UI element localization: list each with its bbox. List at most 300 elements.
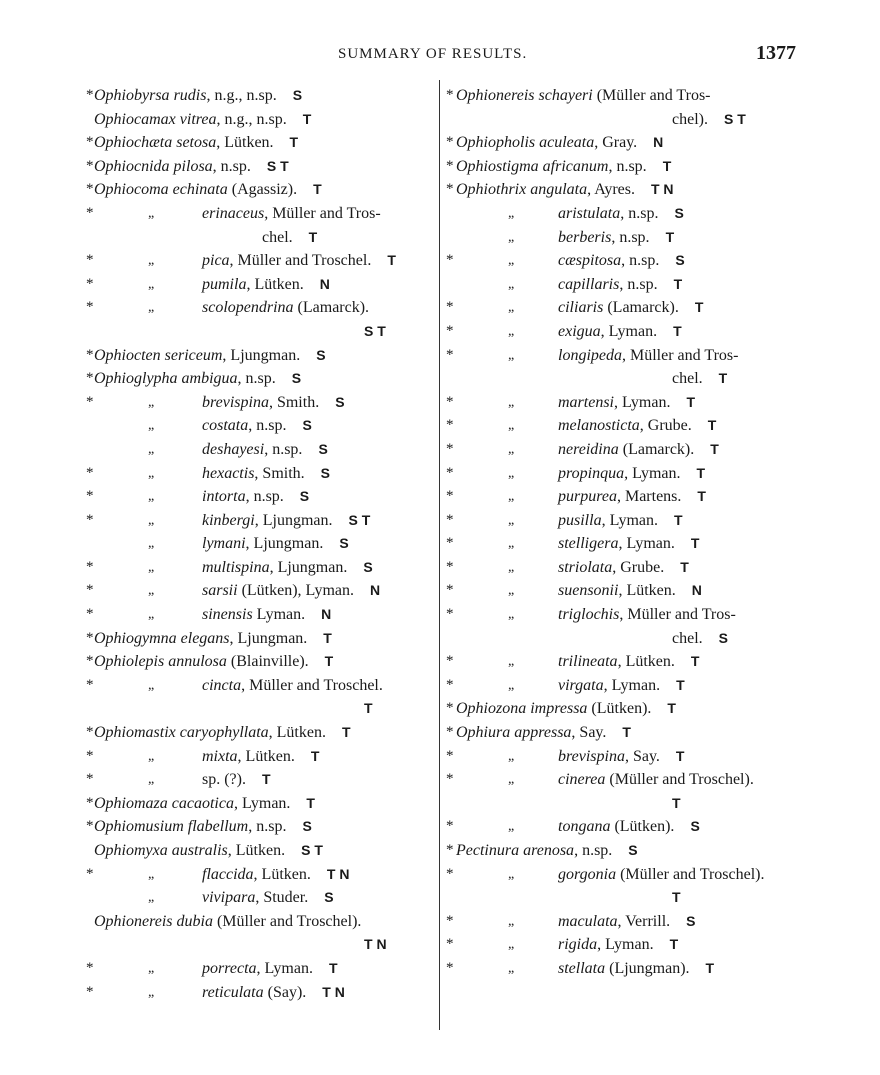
continuation-word: chel). — [672, 110, 708, 128]
ditto-mark: „ — [508, 937, 515, 953]
species-name: sarsii — [202, 582, 238, 600]
marker-asterisk: * — [446, 936, 454, 953]
ditto-mark: „ — [148, 984, 155, 1000]
authority-text: (Lamarck). — [618, 440, 695, 458]
authority-text: , n.sp. — [248, 818, 287, 836]
species-entry — [94, 627, 332, 651]
list-item — [86, 462, 434, 486]
authority-text: , Lyman. — [624, 464, 681, 482]
marker-asterisk: * — [446, 346, 454, 363]
list-item — [86, 320, 434, 344]
distribution-code: T — [308, 228, 318, 245]
right-column — [446, 84, 796, 981]
genus-name: Ophiochæta — [94, 134, 173, 152]
marker-asterisk: * — [86, 676, 94, 693]
ditto-mark: „ — [508, 300, 515, 316]
marker-asterisk: * — [446, 181, 454, 198]
distribution-code: S T — [723, 110, 746, 127]
authority-text: , n.sp. — [237, 370, 276, 388]
ditto-mark: „ — [148, 890, 155, 906]
list-item — [446, 957, 796, 981]
species-name: multispina — [202, 558, 270, 576]
continuation-text — [262, 226, 317, 250]
marker-asterisk: * — [86, 818, 94, 835]
species-entry — [558, 249, 685, 273]
list-item — [446, 155, 796, 179]
authority-text: (Müller and Troschel). — [212, 912, 362, 930]
distribution-code: S — [690, 818, 700, 835]
genus-name: Ophiocnida — [94, 157, 170, 175]
list-item — [446, 603, 796, 627]
ditto-mark: „ — [508, 465, 515, 481]
species-name: arenosa — [523, 842, 575, 859]
marker-asterisk: * — [446, 511, 454, 528]
marker-asterisk: * — [86, 464, 94, 481]
distribution-code: T — [707, 417, 717, 434]
distribution-code: T — [697, 488, 706, 505]
marker-asterisk: * — [446, 440, 454, 457]
species-entry — [94, 815, 312, 839]
list-item — [86, 344, 434, 368]
species-name: impressa — [530, 700, 588, 718]
ditto-mark: „ — [508, 677, 515, 693]
authority-text: (Say). — [263, 983, 307, 1001]
list-item — [446, 273, 796, 297]
species-name: flabellum — [187, 818, 249, 836]
distribution-code: T — [680, 558, 689, 575]
list-item — [86, 226, 434, 250]
list-item — [86, 296, 434, 320]
species-name: costata — [202, 417, 249, 435]
distribution-code: S — [302, 818, 312, 835]
authority-text: , Lyman. — [600, 322, 658, 340]
list-item — [86, 556, 434, 580]
marker-asterisk: * — [446, 558, 454, 575]
species-entry — [558, 650, 699, 674]
species-entry — [94, 84, 302, 108]
genus-name: Pectinura — [456, 842, 520, 859]
species-name: intorta — [202, 488, 246, 506]
species-entry — [202, 863, 349, 887]
species-name: echinata — [172, 181, 228, 199]
marker-asterisk: * — [446, 912, 454, 929]
species-entry — [558, 509, 683, 533]
species-entry — [94, 792, 315, 816]
species-entry — [558, 414, 716, 438]
list-item — [446, 84, 796, 108]
distribution-code: T — [694, 299, 704, 316]
species-name: pusilla — [558, 511, 602, 529]
authority-text: , Lyman. — [601, 511, 658, 529]
distribution-code: S — [302, 417, 312, 434]
marker-asterisk: * — [446, 676, 454, 693]
distribution-code: S T — [301, 842, 323, 858]
species-name: cacaotica — [171, 794, 234, 812]
species-name: stelligera — [558, 535, 619, 553]
authority-text: , Ljungman. — [245, 535, 324, 553]
species-name: trilineata — [558, 653, 618, 671]
authority-text: (Lütken). — [610, 818, 675, 836]
ditto-mark: „ — [508, 229, 515, 245]
list-item — [86, 957, 434, 981]
species-name: elegans — [180, 629, 230, 647]
distribution-code: T — [302, 110, 312, 127]
genus-name: Ophiopholis — [456, 134, 536, 152]
authority-text: , Müller and Tros- — [264, 204, 381, 222]
marker-asterisk: * — [446, 700, 454, 717]
distribution-code: T N — [364, 936, 387, 953]
list-item — [446, 556, 796, 580]
authority-text: , Lyman. — [233, 794, 291, 812]
marker-asterisk: * — [86, 959, 94, 976]
distribution-code: T — [667, 700, 676, 717]
species-name: exigua — [558, 322, 601, 340]
marker-asterisk: * — [86, 582, 94, 599]
species-name: pumila — [202, 275, 247, 293]
continuation-text — [672, 108, 746, 132]
list-item — [86, 674, 434, 698]
species-name: setosa — [176, 134, 217, 152]
marker-asterisk: * — [86, 87, 94, 103]
marker-asterisk: * — [446, 771, 454, 788]
marker-asterisk: * — [86, 275, 94, 292]
species-name: triglochis — [558, 606, 620, 624]
ditto-mark: „ — [148, 276, 155, 292]
species-entry — [202, 745, 319, 769]
ditto-mark: „ — [508, 819, 515, 835]
page-number: 1377 — [756, 42, 796, 64]
genus-name: Ophiobyrsa — [94, 87, 170, 104]
genus-name: Ophiolepis — [94, 653, 165, 671]
species-entry — [558, 910, 695, 934]
list-item — [446, 532, 796, 556]
distribution-code: S — [718, 629, 728, 646]
marker-asterisk: * — [86, 181, 94, 198]
marker-asterisk: * — [446, 818, 454, 835]
species-entry — [558, 933, 678, 957]
marker-asterisk: * — [86, 134, 94, 151]
marker-asterisk: * — [446, 157, 454, 174]
species-entry — [202, 556, 373, 580]
list-item — [446, 697, 796, 721]
marker-asterisk: * — [446, 959, 454, 976]
genus-name: Ophiozona — [456, 700, 527, 718]
authority-text: (Agassiz). — [227, 181, 298, 199]
species-entry — [202, 485, 309, 509]
distribution-code: T — [328, 959, 338, 976]
distribution-code: N — [691, 582, 702, 599]
species-entry — [558, 745, 684, 769]
distribution-code: T — [710, 440, 719, 457]
authority-text: , n.g., n.sp. — [206, 87, 277, 104]
authority-text: , Lütken. — [618, 582, 676, 600]
authority-text: , n.sp. — [248, 417, 287, 435]
distribution-code: S — [291, 370, 302, 387]
authority-text: (Ljungman). — [605, 959, 690, 977]
marker-asterisk: * — [446, 535, 454, 552]
list-item — [446, 509, 796, 533]
list-item — [446, 131, 796, 155]
marker-asterisk: * — [86, 771, 94, 788]
authority-text: Lyman. — [252, 606, 306, 624]
species-entry — [94, 108, 311, 132]
species-name: ambigua — [181, 370, 238, 388]
authority-text: (Müller and Tros- — [592, 87, 711, 104]
species-name: maculata — [558, 912, 618, 930]
species-entry — [456, 721, 631, 745]
species-name: kinbergi — [202, 511, 255, 529]
list-item — [446, 579, 796, 603]
authority-text: , Müller and Troschel. — [229, 252, 372, 270]
ditto-mark: „ — [148, 677, 155, 693]
distribution-code: T N — [322, 983, 345, 1000]
species-entry — [94, 910, 361, 934]
authority-text: , Lyman. — [256, 959, 313, 977]
list-item — [446, 226, 796, 250]
distribution-code: N — [370, 582, 381, 599]
species-entry — [558, 320, 682, 344]
authority-text: , Lütken. — [216, 134, 274, 152]
genus-name: Ophiomusium — [94, 818, 184, 836]
marker-asterisk: * — [86, 983, 94, 1000]
authority-text: , n.sp. — [620, 204, 659, 222]
marker-asterisk: * — [446, 252, 454, 269]
genus-name: Ophiocamax — [94, 110, 176, 128]
authority-text: , Lütken. — [227, 842, 286, 859]
authority-text: , Lütken. — [268, 724, 326, 742]
authority-text: , n.sp. — [621, 252, 660, 270]
marker-asterisk: * — [446, 488, 454, 505]
species-name: annulosa — [168, 653, 227, 671]
ditto-mark: „ — [508, 866, 515, 882]
marker-asterisk: * — [446, 417, 454, 434]
genus-name: Ophioglypha — [94, 370, 178, 388]
distribution-code: S — [318, 440, 328, 457]
distribution-code: T — [696, 464, 706, 481]
marker-asterisk: * — [446, 464, 454, 481]
ditto-mark: „ — [148, 489, 155, 505]
species-entry — [202, 957, 338, 981]
marker-asterisk: * — [86, 157, 94, 174]
marker-asterisk: * — [446, 653, 454, 670]
list-item — [446, 745, 796, 769]
ditto-mark: „ — [148, 512, 155, 528]
authority-text: , n.sp. — [212, 157, 251, 175]
marker-asterisk: * — [446, 393, 454, 410]
species-entry — [456, 155, 671, 179]
distribution-code: T — [622, 724, 631, 741]
species-name: purpurea — [558, 488, 617, 506]
continuation-word: chel. — [672, 370, 703, 388]
ditto-mark: „ — [148, 960, 155, 976]
species-name: mixta — [202, 747, 238, 765]
ditto-mark: „ — [148, 300, 155, 316]
distribution-code: T — [289, 134, 299, 151]
list-item — [446, 792, 796, 816]
species-entry — [558, 296, 703, 320]
ditto-mark: „ — [508, 394, 515, 410]
authority-text: (Blainville). — [226, 653, 309, 671]
list-item — [86, 367, 434, 391]
marker-asterisk: * — [446, 606, 454, 623]
species-entry — [558, 863, 765, 887]
column-divider — [439, 80, 440, 1030]
list-item — [446, 627, 796, 651]
species-entry — [202, 296, 369, 320]
ditto-mark: „ — [508, 253, 515, 269]
list-item — [446, 768, 796, 792]
species-entry — [202, 462, 330, 486]
authority-text: , Ayres. — [587, 181, 635, 199]
species-entry — [94, 155, 289, 179]
species-name: aristulata — [558, 204, 621, 222]
species-entry — [558, 674, 685, 698]
ditto-mark: „ — [148, 394, 155, 410]
continuation-word: chel. — [672, 629, 703, 647]
species-name: angulata — [530, 181, 588, 199]
distribution-code: T — [261, 771, 271, 788]
distribution-code: S — [675, 252, 685, 269]
species-entry — [94, 650, 333, 674]
species-entry — [94, 131, 298, 155]
species-entry — [202, 509, 370, 533]
authority-text: , Müller and Tros- — [619, 606, 736, 624]
list-item — [446, 414, 796, 438]
list-item — [446, 839, 796, 863]
authority-text: (Lütken). — [587, 700, 652, 718]
authority-text: , Lyman. — [603, 676, 661, 694]
distribution-code: S — [320, 464, 330, 481]
species-name: gorgonia — [558, 865, 617, 883]
distribution-code: T — [669, 936, 679, 953]
list-item — [86, 178, 434, 202]
ditto-mark: „ — [508, 441, 515, 457]
ditto-mark: „ — [148, 536, 155, 552]
distribution-code: T — [673, 275, 683, 292]
marker-asterisk: * — [86, 724, 94, 741]
species-name: nereidina — [558, 440, 619, 458]
species-name: sericeum — [164, 346, 223, 364]
list-item — [446, 933, 796, 957]
distribution-code: S — [339, 535, 349, 552]
species-name: rudis — [173, 87, 207, 104]
distribution-code: T — [672, 794, 681, 811]
list-item — [86, 603, 434, 627]
list-item — [86, 391, 434, 415]
ditto-mark: „ — [508, 559, 515, 575]
distribution-code: T N — [326, 865, 350, 882]
authority-text: , Ljungman. — [254, 511, 333, 529]
species-entry — [202, 249, 396, 273]
ditto-mark: „ — [148, 607, 155, 623]
page-header — [0, 40, 880, 70]
distribution-code: T — [387, 252, 396, 269]
species-entry — [202, 202, 381, 226]
list-item — [86, 792, 434, 816]
species-entry — [558, 462, 705, 486]
list-item — [86, 745, 434, 769]
ditto-mark: „ — [148, 465, 155, 481]
authority-text: , Verrill. — [617, 912, 671, 930]
distribution-code: S — [335, 393, 345, 410]
species-entry — [558, 556, 689, 580]
continuation-text — [672, 627, 728, 651]
ditto-mark: „ — [508, 205, 515, 221]
marker-asterisk: * — [446, 842, 454, 858]
species-name: porrecta — [202, 959, 257, 977]
distribution-code: N — [321, 606, 332, 623]
list-item — [446, 886, 796, 910]
distribution-code: T — [718, 370, 728, 387]
species-name: dubia — [176, 912, 213, 930]
authority-text: , Müller and Tros- — [622, 346, 739, 364]
marker-asterisk: * — [446, 865, 454, 882]
species-entry — [456, 178, 674, 202]
species-entry — [202, 414, 312, 438]
continuation-word: chel. — [262, 228, 293, 246]
list-item — [446, 108, 796, 132]
marker-asterisk: * — [86, 558, 94, 575]
authority-text: , n.sp. — [574, 842, 613, 859]
distribution-code: T — [673, 322, 682, 339]
marker-asterisk: * — [86, 606, 94, 623]
marker-asterisk: * — [446, 87, 454, 103]
ditto-mark: „ — [148, 748, 155, 764]
list-item — [446, 721, 796, 745]
distribution-code: T — [705, 959, 715, 976]
distribution-code: N — [319, 275, 330, 292]
species-name: longipeda — [558, 346, 622, 364]
species-name: tongana — [558, 818, 611, 836]
species-name: berberis — [558, 228, 612, 246]
species-name: martensi — [558, 393, 614, 411]
distribution-code: S — [292, 87, 303, 103]
ditto-mark: „ — [508, 512, 515, 528]
marker-asterisk: * — [446, 747, 454, 764]
marker-asterisk: * — [446, 299, 454, 316]
species-entry — [456, 131, 663, 155]
ditto-mark: „ — [148, 418, 155, 434]
ditto-mark: „ — [508, 960, 515, 976]
authority-text: , Lütken. — [253, 865, 311, 883]
list-item — [446, 202, 796, 226]
authority-text: , Lütken. — [237, 747, 295, 765]
species-entry — [558, 815, 700, 839]
species-name: cæspitosa — [558, 252, 622, 270]
marker-asterisk: * — [86, 653, 94, 670]
authority-text: , n.sp. — [608, 157, 647, 175]
list-item — [86, 131, 434, 155]
genus-name: Ophiocoma — [94, 181, 169, 199]
marker-asterisk: * — [86, 629, 94, 646]
list-item — [446, 910, 796, 934]
authority-text: , Martens. — [616, 488, 682, 506]
authority-text: , Ljungman. — [222, 346, 301, 364]
genus-name: Ophiomyxa — [94, 842, 168, 859]
species-entry — [558, 957, 714, 981]
species-name: flaccida — [202, 865, 254, 883]
list-item — [446, 249, 796, 273]
species-name: stellata — [558, 959, 606, 977]
marker-asterisk: * — [446, 582, 454, 599]
distribution-code: T — [310, 747, 320, 764]
distribution-code: S T — [364, 322, 386, 339]
distribution-code: T — [313, 181, 322, 198]
list-item — [86, 627, 434, 651]
ditto-mark: „ — [508, 536, 515, 552]
species-name: deshayesi — [202, 440, 265, 458]
species-entry — [202, 981, 345, 1005]
